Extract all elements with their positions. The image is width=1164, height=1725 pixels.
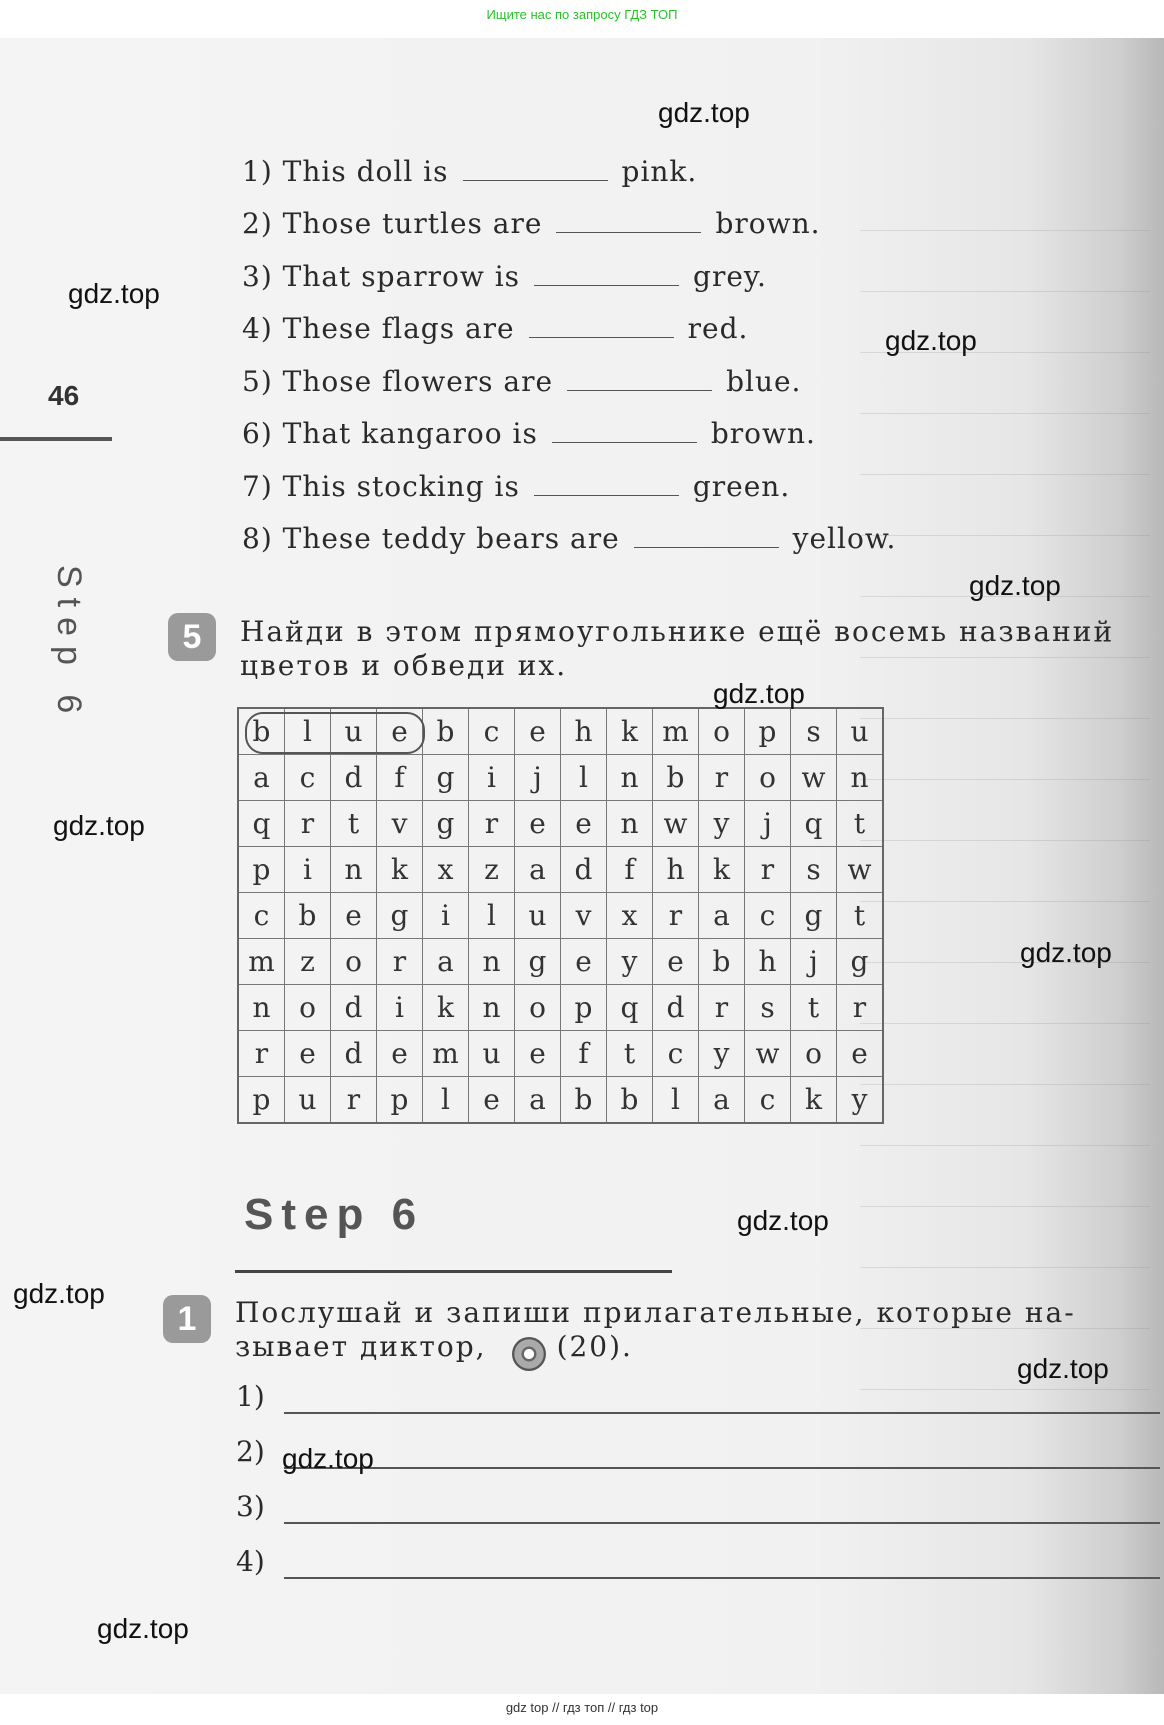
grid-cell[interactable]: q [238, 801, 285, 847]
grid-cell[interactable]: r [699, 985, 745, 1031]
grid-cell[interactable]: u [837, 708, 884, 755]
answer-blank[interactable] [463, 170, 608, 181]
grid-cell[interactable]: n [607, 755, 653, 801]
grid-cell[interactable]: a [515, 1077, 561, 1124]
grid-cell[interactable]: l [285, 708, 331, 755]
grid-cell[interactable]: e [377, 708, 423, 755]
watermark: gdz.top [282, 1443, 374, 1474]
grid-cell[interactable]: s [791, 708, 837, 755]
grid-cell[interactable]: s [791, 847, 837, 893]
grid-cell[interactable]: c [285, 755, 331, 801]
grid-cell[interactable]: d [653, 985, 699, 1031]
grid-cell[interactable]: o [745, 755, 791, 801]
grid-cell[interactable]: e [285, 1031, 331, 1077]
grid-cell[interactable]: a [515, 847, 561, 893]
circled-word-blue [245, 712, 425, 754]
grid-cell[interactable]: g [423, 801, 469, 847]
grid-cell[interactable]: e [331, 893, 377, 939]
grid-cell[interactable]: v [561, 893, 607, 939]
grid-cell[interactable]: n [837, 755, 884, 801]
grid-cell[interactable]: d [561, 847, 607, 893]
grid-cell[interactable]: h [653, 847, 699, 893]
grid-cell[interactable]: d [331, 985, 377, 1031]
grid-cell[interactable]: x [423, 847, 469, 893]
grid-cell[interactable]: r [653, 893, 699, 939]
grid-cell[interactable]: c [745, 1077, 791, 1124]
grid-cell[interactable]: q [607, 985, 653, 1031]
bottom-notice: gdz top // гдз топ // гдз top [505, 1700, 659, 1715]
grid-cell[interactable]: g [423, 755, 469, 801]
grid-cell[interactable]: o [515, 985, 561, 1031]
grid-cell[interactable]: t [791, 985, 837, 1031]
grid-cell[interactable]: n [607, 801, 653, 847]
grid-cell[interactable]: i [285, 847, 331, 893]
grid-cell[interactable]: p [745, 708, 791, 755]
watermark: gdz.top [68, 278, 160, 309]
grid-cell[interactable]: m [653, 708, 699, 755]
grid-cell[interactable]: c [745, 893, 791, 939]
sentence-5: 5) Those flowers are blue. [242, 365, 802, 398]
grid-row [238, 1031, 883, 1077]
grid-cell[interactable]: y [837, 1077, 884, 1124]
grid-cell[interactable]: u [469, 1031, 515, 1077]
top-notice: Ищите нас по запросу ГДЗ ТОП [486, 7, 678, 22]
grid-cell[interactable]: j [515, 755, 561, 801]
watermark: gdz.top [969, 570, 1061, 601]
grid-cell[interactable]: w [653, 801, 699, 847]
grid-cell[interactable]: l [469, 893, 515, 939]
grid-cell[interactable]: t [837, 893, 884, 939]
grid-cell[interactable]: y [699, 801, 745, 847]
watermark: gdz.top [53, 810, 145, 841]
grid-cell[interactable]: r [331, 1077, 377, 1124]
watermark: gdz.top [737, 1205, 829, 1236]
grid-cell[interactable]: x [607, 893, 653, 939]
grid-cell[interactable]: r [745, 847, 791, 893]
grid-cell[interactable]: r [285, 801, 331, 847]
grid-cell[interactable]: w [837, 847, 884, 893]
grid-cell[interactable]: e [515, 1031, 561, 1077]
watermark: gdz.top [1017, 1353, 1109, 1384]
answer-blank[interactable] [552, 432, 697, 443]
grid-cell[interactable]: b [653, 755, 699, 801]
grid-cell[interactable]: w [745, 1031, 791, 1077]
grid-cell[interactable]: r [837, 985, 884, 1031]
word-search-grid [237, 707, 884, 1124]
grid-cell[interactable]: c [469, 708, 515, 755]
grid-cell[interactable]: a [699, 893, 745, 939]
answer-line-4[interactable]: 4) [236, 1545, 265, 1578]
watermark: gdz.top [1020, 937, 1112, 968]
watermark: gdz.top [885, 325, 977, 356]
sentence-4: 4) These flags are red. [242, 312, 749, 345]
grid-row [238, 847, 883, 893]
grid-cell[interactable]: b [699, 939, 745, 985]
grid-cell[interactable]: p [377, 1077, 423, 1124]
grid-cell[interactable]: f [377, 755, 423, 801]
sentence-1: 1) This doll is pink. [242, 155, 698, 188]
answer-line-3[interactable]: 3) [236, 1490, 265, 1523]
answer-blank[interactable] [534, 485, 679, 496]
grid-cell[interactable]: k [607, 708, 653, 755]
grid-cell[interactable]: p [561, 985, 607, 1031]
grid-cell[interactable]: u [515, 893, 561, 939]
grid-cell[interactable]: e [469, 1077, 515, 1124]
grid-cell[interactable]: k [423, 985, 469, 1031]
grid-cell[interactable]: l [653, 1077, 699, 1124]
grid-cell[interactable]: m [238, 939, 285, 985]
grid-cell[interactable]: k [377, 847, 423, 893]
grid-cell[interactable]: j [791, 939, 837, 985]
grid-cell[interactable]: e [377, 1031, 423, 1077]
grid-cell[interactable]: c [653, 1031, 699, 1077]
grid-cell[interactable]: y [699, 1031, 745, 1077]
answer-blank[interactable] [634, 537, 779, 548]
grid-row [238, 755, 883, 801]
page-number-rule [0, 437, 112, 441]
grid-cell[interactable]: e [561, 939, 607, 985]
grid-cell[interactable]: e [653, 939, 699, 985]
grid-cell[interactable]: u [331, 708, 377, 755]
grid-cell[interactable]: t [607, 1031, 653, 1077]
grid-cell[interactable]: b [238, 708, 285, 755]
grid-cell[interactable]: a [423, 939, 469, 985]
grid-cell[interactable]: z [469, 847, 515, 893]
task-number-badge: 5 [168, 613, 216, 661]
grid-cell[interactable]: e [515, 708, 561, 755]
grid-cell[interactable]: h [561, 708, 607, 755]
grid-cell[interactable]: d [331, 1031, 377, 1077]
grid-cell[interactable]: r [377, 939, 423, 985]
task-instruction: Послушай и запиши прилагательные, которые на- зывает диктор, (20). [235, 1296, 1076, 1363]
grid-cell[interactable]: p [238, 847, 285, 893]
grid-cell[interactable]: o [331, 939, 377, 985]
grid-cell[interactable]: v [377, 801, 423, 847]
grid-cell[interactable]: h [745, 939, 791, 985]
grid-cell[interactable]: n [469, 939, 515, 985]
sentence-3: 3) That sparrow is grey. [242, 260, 767, 293]
grid-cell[interactable]: d [331, 755, 377, 801]
grid-cell[interactable]: n [469, 985, 515, 1031]
grid-cell[interactable]: i [377, 985, 423, 1031]
grid-cell[interactable]: c [238, 893, 285, 939]
grid-cell[interactable]: q [791, 801, 837, 847]
grid-cell[interactable]: f [561, 1031, 607, 1077]
watermark: gdz.top [97, 1613, 189, 1644]
grid-cell[interactable]: l [561, 755, 607, 801]
grid-row [238, 893, 883, 939]
answer-blank[interactable] [529, 327, 674, 338]
task-number-badge: 1 [163, 1295, 211, 1343]
grid-cell[interactable]: l [423, 1077, 469, 1124]
grid-cell[interactable]: f [607, 847, 653, 893]
grid-cell[interactable]: a [699, 1077, 745, 1124]
answer-line-1[interactable]: 1) [236, 1380, 265, 1413]
sentence-6: 6) That kangaroo is brown. [242, 417, 816, 450]
grid-cell[interactable]: g [377, 893, 423, 939]
grid-cell[interactable]: g [515, 939, 561, 985]
grid-cell[interactable]: n [238, 985, 285, 1031]
grid-cell[interactable]: r [238, 1031, 285, 1077]
grid-cell[interactable]: n [331, 847, 377, 893]
side-step-label: Step 6 [50, 565, 88, 724]
grid-cell[interactable]: o [699, 708, 745, 755]
grid-cell[interactable]: s [745, 985, 791, 1031]
grid-cell[interactable]: p [238, 1077, 285, 1124]
step-heading-rule [235, 1270, 672, 1273]
grid-cell[interactable]: a [238, 755, 285, 801]
grid-cell[interactable]: g [791, 893, 837, 939]
grid-row [238, 939, 883, 985]
grid-cell[interactable]: g [837, 939, 884, 985]
grid-cell[interactable]: e [515, 801, 561, 847]
grid-cell[interactable]: b [423, 708, 469, 755]
watermark: gdz.top [713, 678, 805, 709]
grid-cell[interactable]: j [745, 801, 791, 847]
page-number: 46 [48, 380, 80, 411]
grid-row [238, 801, 883, 847]
grid-cell[interactable]: r [469, 801, 515, 847]
step-heading: Step 6 [244, 1190, 425, 1239]
grid-cell[interactable]: y [607, 939, 653, 985]
answer-blank[interactable] [534, 275, 679, 286]
grid-cell[interactable]: t [837, 801, 884, 847]
grid-cell[interactable]: o [285, 985, 331, 1031]
sentence-7: 7) This stocking is green. [242, 470, 791, 503]
grid-cell[interactable]: i [469, 755, 515, 801]
grid-cell[interactable]: i [423, 893, 469, 939]
grid-cell[interactable]: u [285, 1077, 331, 1124]
watermark: gdz.top [658, 97, 750, 128]
grid-cell[interactable]: e [837, 1031, 884, 1077]
audio-cd-icon[interactable] [512, 1337, 546, 1371]
grid-cell[interactable]: z [285, 939, 331, 985]
watermark: gdz.top [13, 1278, 105, 1309]
grid-cell[interactable]: b [285, 893, 331, 939]
grid-cell[interactable]: b [607, 1077, 653, 1124]
grid-cell[interactable]: r [699, 755, 745, 801]
grid-row [238, 1077, 883, 1124]
sentence-8: 8) These teddy bears are yellow. [242, 522, 897, 555]
grid-cell[interactable]: k [699, 847, 745, 893]
grid-cell[interactable]: k [791, 1077, 837, 1124]
grid-cell[interactable]: w [791, 755, 837, 801]
sentence-2: 2) Those turtles are brown. [242, 207, 821, 240]
grid-cell[interactable]: t [331, 801, 377, 847]
grid-cell[interactable]: b [561, 1077, 607, 1124]
answer-line-2[interactable]: 2) [236, 1435, 265, 1468]
grid-cell[interactable]: m [423, 1031, 469, 1077]
answer-blank[interactable] [567, 380, 712, 391]
grid-row [238, 985, 883, 1031]
grid-cell[interactable]: o [791, 1031, 837, 1077]
task-instruction: Найди в этом прямоугольнике ещё восемь названий цветов и обведи их. [240, 615, 1115, 682]
answer-blank[interactable] [556, 222, 701, 233]
grid-cell[interactable]: e [561, 801, 607, 847]
